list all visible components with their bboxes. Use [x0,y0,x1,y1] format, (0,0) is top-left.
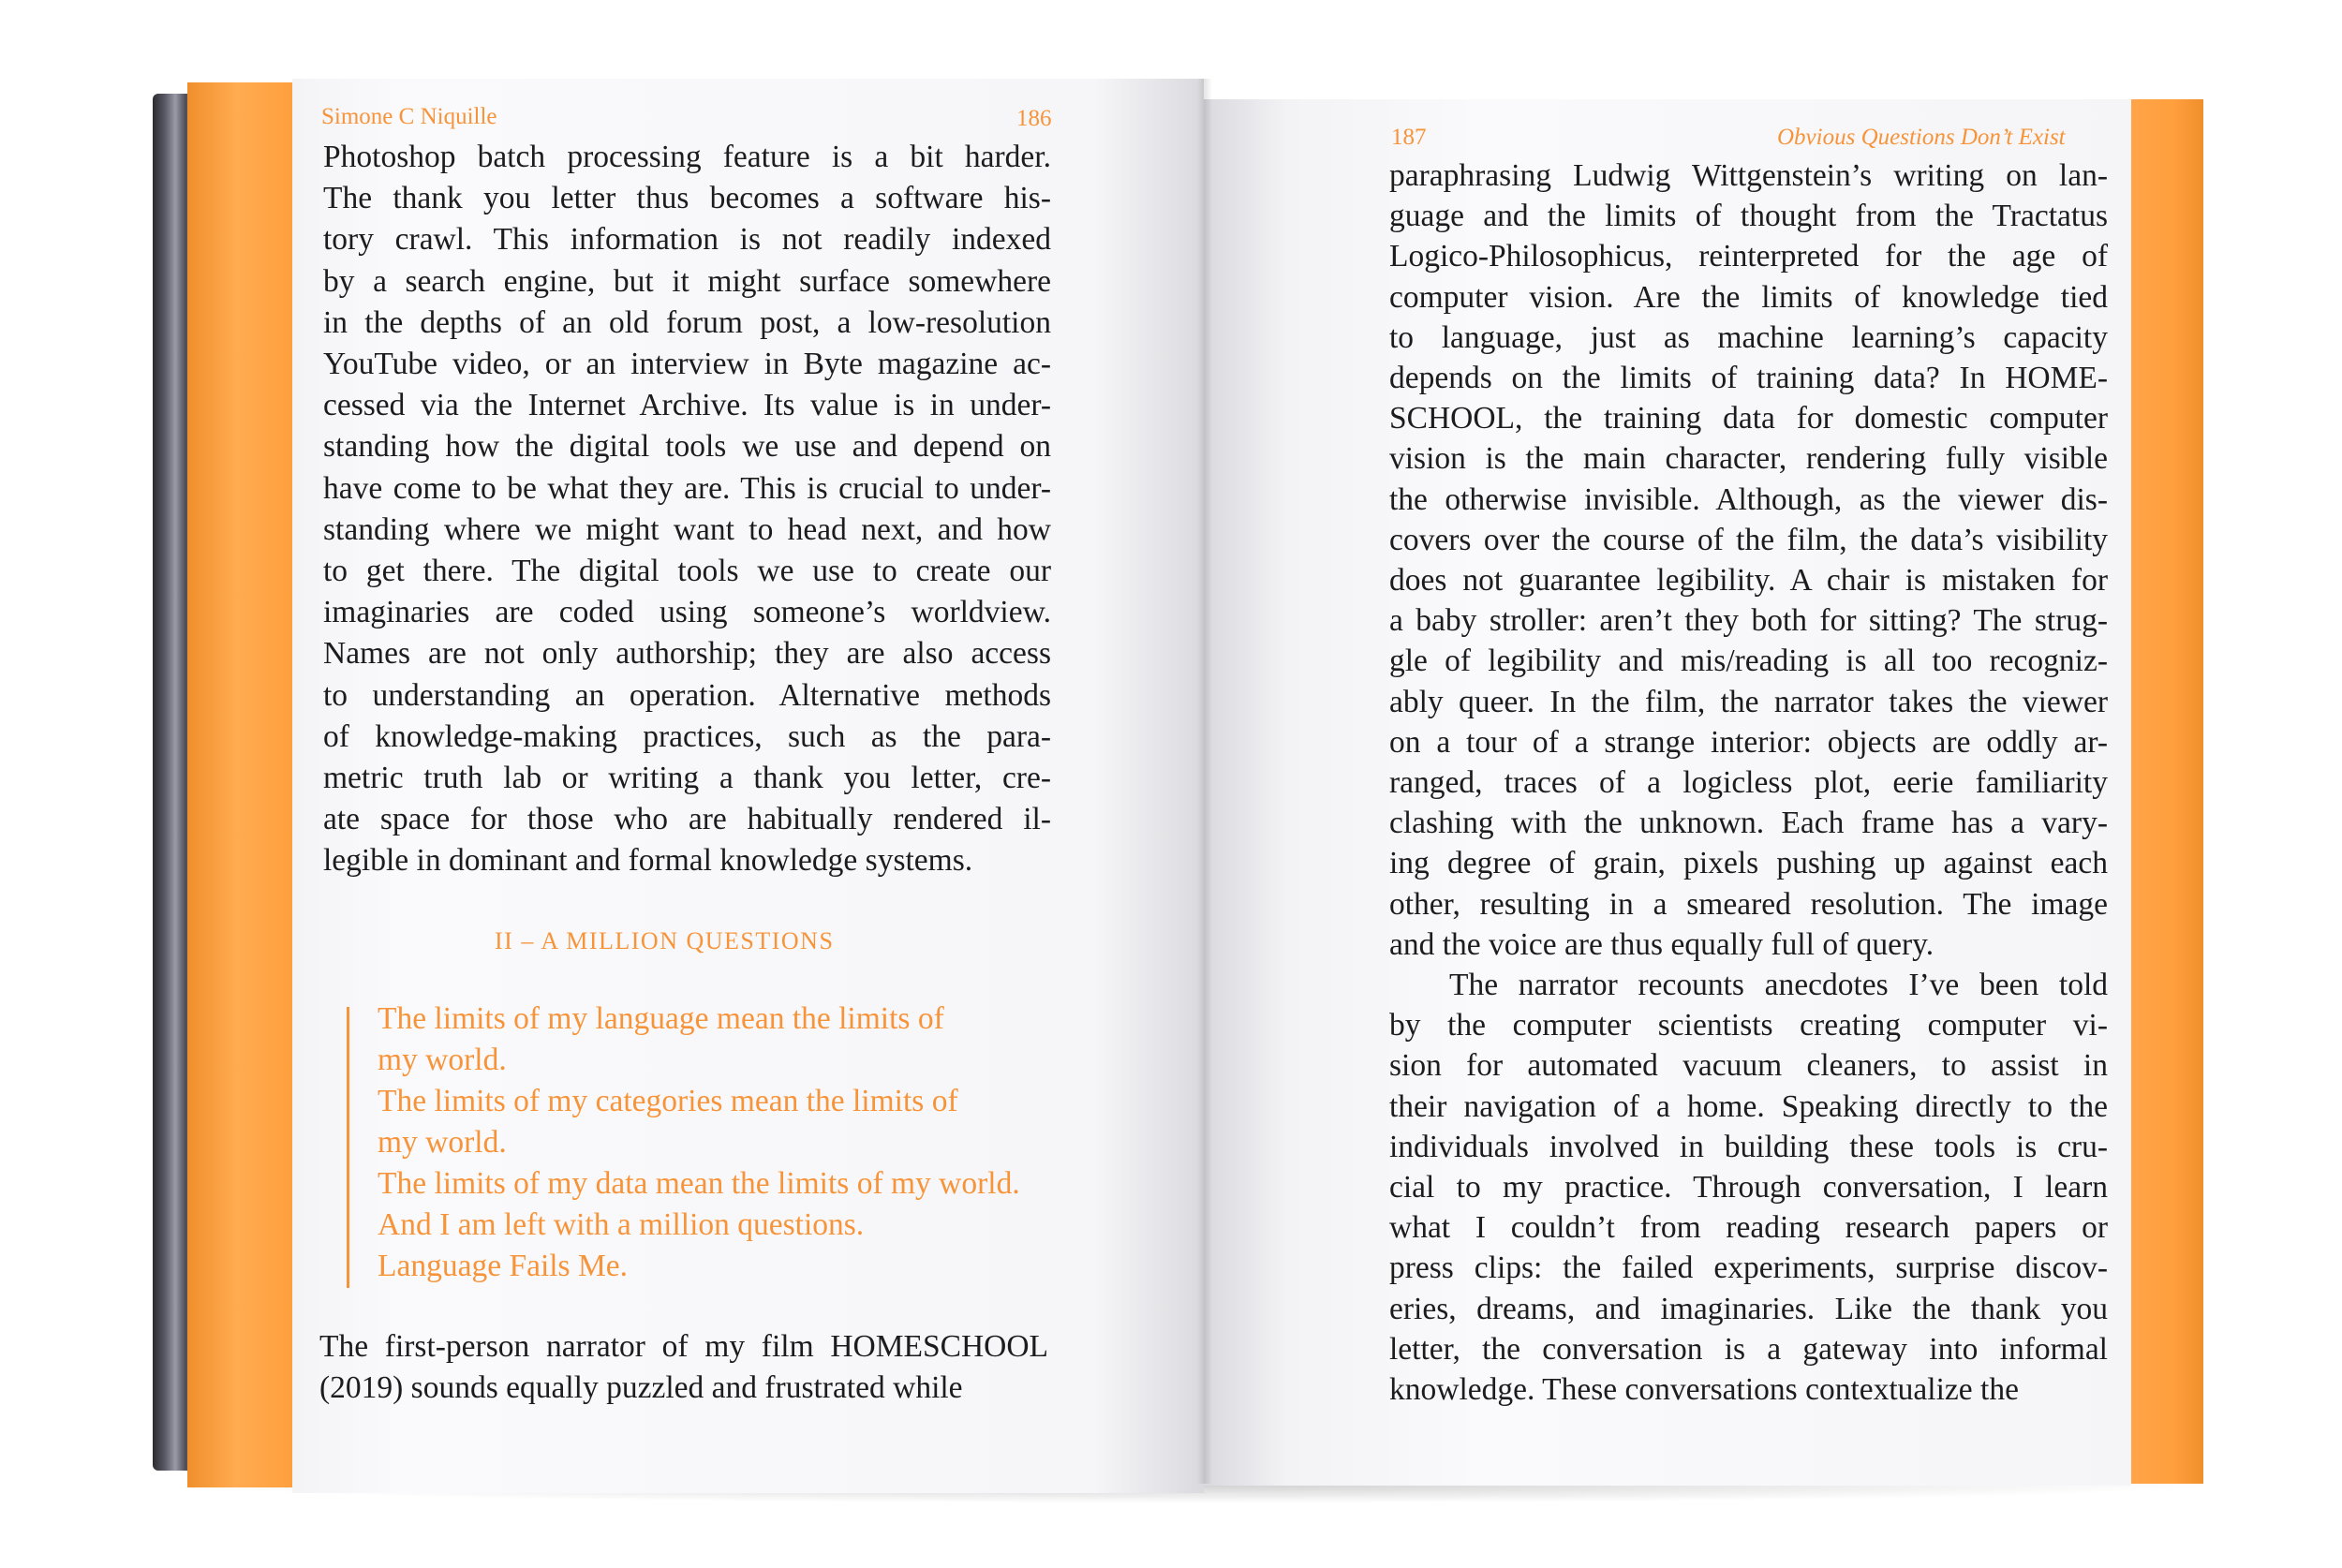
text-line: imaginaries are coded using someone’s worldview. [323,595,1051,630]
quote-line: The limits of my categories mean the limits of [378,1084,958,1118]
text-line: to understanding an operation. Alternative methods [323,677,1051,713]
page-number-right: 187 [1391,125,1427,150]
text-line: The thank you letter thus becomes a software his- [323,181,1051,216]
quote-line: my world. [378,1043,507,1077]
text-line: what I couldn’t from reading research papers or [1389,1210,2108,1246]
text-line: on a tour of a strange interior: objects are oddly ar- [1389,724,2108,760]
text-line: of knowledge-making practices, such as the para- [323,718,1051,754]
text-line: tory crawl. This information is not readily indexed [323,222,1051,258]
text-line: standing how the digital tools we use and depend on [323,429,1051,465]
text-line: the otherwise invisible. Although, as the viewer dis- [1389,481,2108,517]
quote-line: my world. [378,1125,507,1160]
text-line: SCHOOL, the training data for domestic computer [1389,401,2108,436]
text-line: in the depths of an old forum post, a low-resolution [323,304,1051,340]
quote-line: The limits of my data mean the limits of my world. [378,1166,1020,1201]
page-number-left: 186 [1016,106,1052,131]
gutter-shadow [1197,79,1212,1484]
text-line: The narrator recounts anecdotes I’ve been told [1449,968,2108,1002]
text-line: cial to my practice. Through conversation, I learn [1389,1170,2108,1205]
text-line: clashing with the unknown. Each frame has a vary- [1389,806,2108,841]
text-line: other, resulting in a smeared resolution. The image [1389,886,2108,922]
text-line: Logico-Philosophicus, reinterpreted for the age of [1389,239,2108,274]
text-line: sion for automated vacuum cleaners, to assist in [1389,1048,2108,1084]
text-line: individuals involved in building these tools is cru- [1389,1129,2108,1164]
text-line: ranged, traces of a logicless plot, eerie familiarity [1389,765,2108,800]
text-line: ably queer. In the film, the narrator takes the viewer [1389,684,2108,719]
text-line: eries, dreams, and imaginaries. Like the thank you [1389,1291,2108,1326]
quote-line: Language Fails Me. [378,1249,629,1283]
text-line: have come to be what they are. This is crucial to under- [323,470,1051,506]
text-line: to get there. The digital tools we use to create our [323,554,1051,588]
text-line: by a search engine, but it might surface somewhere [323,263,1051,299]
text-line: does not guarantee legibility. A chair is mistaken for [1389,563,2108,598]
running-head-author: Simone C Niquille [321,104,497,129]
quote-rule [347,1007,349,1288]
text-line: knowledge. These conversations contextualize the [1389,1372,2019,1407]
text-line: paraphrasing Ludwig Wittgenstein’s writing on lan- [1389,158,2108,193]
text-line: ate space for those who are habitually rendered il- [323,802,1051,837]
text-line: The first-person narrator of my film HOMESCHOOL [319,1329,1048,1364]
text-line: Names are not only authorship; they are also access [323,636,1051,672]
text-line: metric truth lab or writing a thank you letter, cre- [323,761,1051,795]
text-line: cessed via the Internet Archive. Its value is in under- [323,388,1051,423]
text-line: (2019) sounds equally puzzled and frustrated while [319,1370,963,1405]
text-line: guage and the limits of thought from the Tractatus [1389,199,2108,234]
quote-line: The limits of my language mean the limits of [378,1001,944,1036]
text-line: standing where we might want to head next, and how [323,511,1051,547]
text-line: gle of legibility and mis/reading is all too recogniz- [1389,643,2108,679]
text-line: press clips: the failed experiments, surprise discov- [1389,1250,2108,1286]
text-line: by the computer scientists creating computer vi- [1389,1008,2108,1043]
text-line: YouTube video, or an interview in Byte magazine ac- [323,347,1051,381]
text-line: legible in dominant and formal knowledge systems. [323,843,973,879]
section-heading: II – A MILLION QUESTIONS [495,927,835,954]
text-line: Photoshop batch processing feature is a bit harder. [323,140,1051,174]
text-line: a baby stroller: aren’t they both for sitting? The strug- [1389,603,2108,639]
text-line: to language, just as machine learning’s capacity [1389,319,2108,355]
text-line: vision is the main character, rendering fully visible [1389,441,2108,477]
text-line: covers over the course of the film, the data’s visibility [1389,522,2108,557]
text-line: computer vision. Are the limits of knowledge tied [1389,279,2108,315]
text-line: and the voice are thus equally full of query. [1389,926,1934,962]
running-head-title: Obvious Questions Don’t Exist [1777,125,2066,150]
page-edges-left [187,82,295,1487]
text-line: their navigation of a home. Speaking directly to the [1389,1088,2108,1124]
text-line: ing degree of grain, pixels pushing up against each [1389,846,2108,881]
quote-line: And I am left with a million questions. [378,1207,865,1242]
text-line: letter, the conversation is a gateway into informal [1389,1331,2108,1367]
page-edges-right [2127,99,2203,1484]
text-line: depends on the limits of training data? In HOME- [1389,361,2108,395]
